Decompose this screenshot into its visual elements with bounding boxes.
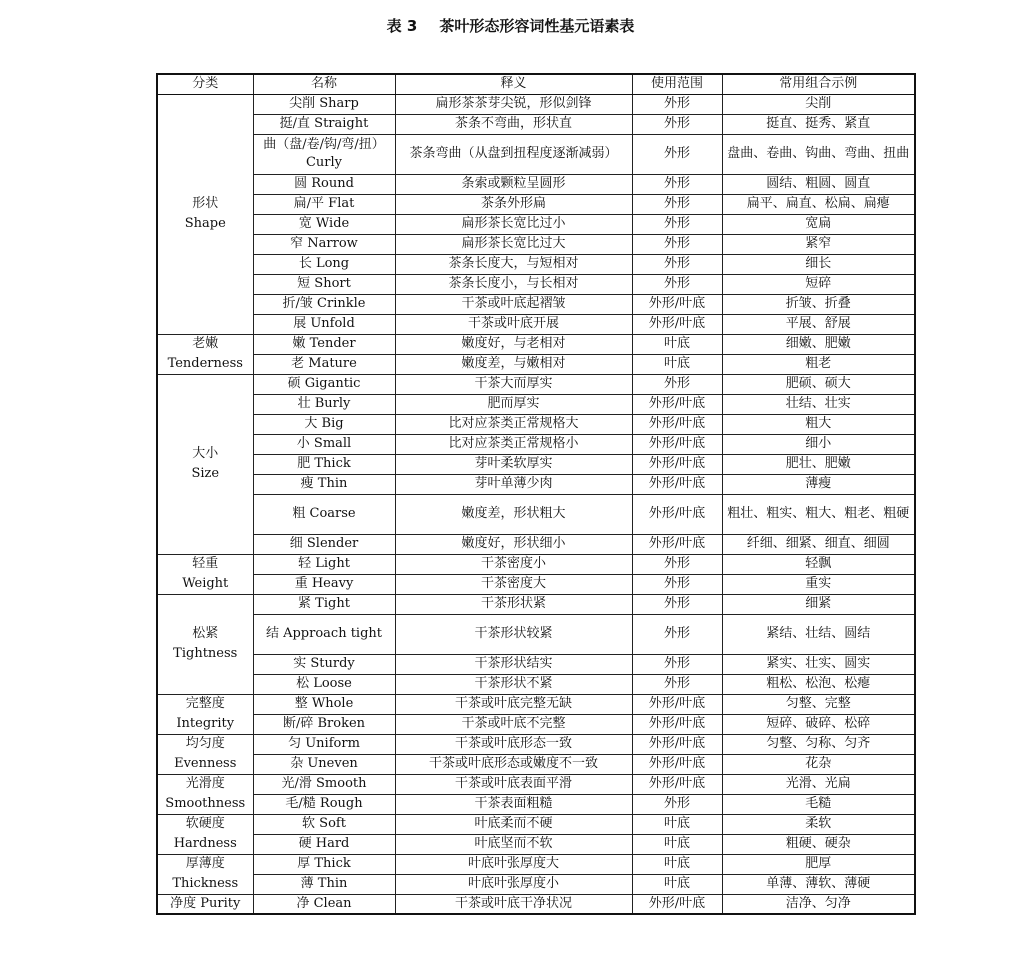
scope-cell: 外形/叶底 — [632, 774, 722, 794]
scope-cell: 外形 — [632, 134, 722, 174]
table-row — [157, 754, 915, 774]
category-zh: 大小 — [192, 446, 219, 461]
table-row — [157, 614, 915, 654]
meaning-cell: 叶底坚而不软 — [395, 834, 632, 854]
scope-cell: 叶底 — [632, 354, 722, 374]
meaning-cell: 干茶表面粗糙 — [395, 794, 632, 814]
name-cell: 实 Sturdy — [253, 654, 395, 674]
table-row — [157, 214, 915, 234]
meaning-cell: 扁形茶长宽比过小 — [395, 214, 632, 234]
examples-cell: 圆结、粗圆、圆直 — [722, 174, 915, 194]
name-cell: 扁/平 Flat — [253, 194, 395, 214]
meaning-cell: 叶底柔而不硬 — [395, 814, 632, 834]
scope-cell: 外形 — [632, 794, 722, 814]
table-row — [157, 334, 915, 354]
table-row — [157, 454, 915, 474]
examples-cell: 短碎 — [722, 274, 915, 294]
scope-cell: 外形 — [632, 114, 722, 134]
scope-cell: 外形/叶底 — [632, 454, 722, 474]
table-row — [157, 674, 915, 694]
meaning-cell: 干茶大而厚实 — [395, 374, 632, 394]
examples-cell: 粗大 — [722, 414, 915, 434]
scope-cell: 外形/叶底 — [632, 694, 722, 714]
meaning-cell: 扁形茶长宽比过大 — [395, 234, 632, 254]
scope-cell: 外形/叶底 — [632, 734, 722, 754]
name-cell: 匀 Uniform — [253, 734, 395, 754]
category-en: Size — [191, 466, 220, 481]
examples-cell: 薄瘦 — [722, 474, 915, 494]
table-row — [157, 474, 915, 494]
examples-cell: 短碎、破碎、松碎 — [722, 714, 915, 734]
table-row — [157, 554, 915, 574]
scope-cell: 外形 — [632, 174, 722, 194]
category-cell — [157, 594, 253, 694]
name-cell: 粗 Coarse — [253, 494, 395, 534]
examples-cell: 粗硬、硬杂 — [722, 834, 915, 854]
meaning-cell: 比对应茶类正常规格大 — [395, 414, 632, 434]
header-examples: 常用组合示例 — [722, 74, 915, 94]
examples-cell: 洁净、匀净 — [722, 894, 915, 914]
table-row — [157, 854, 915, 874]
meaning-cell: 茶条不弯曲，形状直 — [395, 114, 632, 134]
category-cell — [157, 554, 253, 594]
name-cell: 光/滑 Smooth — [253, 774, 395, 794]
category-en: Purity — [200, 895, 241, 911]
table-row — [157, 374, 915, 394]
meaning-cell: 比对应茶类正常规格小 — [395, 434, 632, 454]
name-cell: 整 Whole — [253, 694, 395, 714]
meaning-cell: 芽叶柔软厚实 — [395, 454, 632, 474]
name-cell: 紧 Tight — [253, 594, 395, 614]
meaning-cell: 茶条外形扁 — [395, 194, 632, 214]
examples-cell: 柔软 — [722, 814, 915, 834]
scope-cell: 外形/叶底 — [632, 714, 722, 734]
scope-cell: 外形/叶底 — [632, 894, 722, 914]
name-cell: 厚 Thick — [253, 854, 395, 874]
name-cell: 硕 Gigantic — [253, 374, 395, 394]
name-cell: 宽 Wide — [253, 214, 395, 234]
examples-cell: 扁平、扁直、松扁、扁瘪 — [722, 194, 915, 214]
scope-cell: 外形 — [632, 254, 722, 274]
examples-cell: 细紧 — [722, 594, 915, 614]
examples-cell: 毛糙 — [722, 794, 915, 814]
name-cell: 瘦 Thin — [253, 474, 395, 494]
header-row — [157, 74, 915, 94]
name-cell: 结 Approach tight — [253, 614, 395, 654]
meaning-cell: 干茶密度大 — [395, 574, 632, 594]
scope-cell: 外形/叶底 — [632, 394, 722, 414]
examples-cell: 紧结、壮结、圆结 — [722, 614, 915, 654]
category-zh: 厚薄度 — [185, 856, 225, 871]
name-cell: 小 Small — [253, 434, 395, 454]
table-row — [157, 194, 915, 214]
scope-cell: 外形 — [632, 94, 722, 114]
category-cell — [157, 814, 253, 854]
name-cell: 圆 Round — [253, 174, 395, 194]
examples-cell: 紧窄 — [722, 234, 915, 254]
scope-cell: 外形/叶底 — [632, 494, 722, 534]
meaning-cell: 嫩度好，形状细小 — [395, 534, 632, 554]
examples-cell: 壮结、壮实 — [722, 394, 915, 414]
name-cell: 毛/糙 Rough — [253, 794, 395, 814]
examples-cell: 轻飘 — [722, 554, 915, 574]
examples-cell: 纤细、细紧、细直、细圆 — [722, 534, 915, 554]
table-row — [157, 114, 915, 134]
category-cell — [157, 694, 253, 734]
meaning-cell: 扁形茶茶芽尖锐，形似剑锋 — [395, 94, 632, 114]
name-cell: 薄 Thin — [253, 874, 395, 894]
table-row — [157, 394, 915, 414]
scope-cell: 叶底 — [632, 834, 722, 854]
meaning-cell: 茶条长度大，与短相对 — [395, 254, 632, 274]
examples-cell: 细嫩、肥嫩 — [722, 334, 915, 354]
category-en: Evenness — [174, 756, 237, 771]
category-en: Shape — [184, 216, 226, 231]
examples-cell: 单薄、薄软、薄硬 — [722, 874, 915, 894]
name-cell: 折/皱 Crinkle — [253, 294, 395, 314]
scope-cell: 外形/叶底 — [632, 314, 722, 334]
examples-cell: 平展、舒展 — [722, 314, 915, 334]
table-row — [157, 134, 915, 174]
category-zh: 老嫩 — [192, 336, 219, 351]
header-scope: 使用范围 — [632, 74, 722, 94]
category-en: Tightness — [173, 646, 238, 661]
scope-cell: 外形/叶底 — [632, 294, 722, 314]
table-row — [157, 494, 915, 534]
table-row — [157, 774, 915, 794]
scope-cell: 外形 — [632, 594, 722, 614]
name-cell: 硬 Hard — [253, 834, 395, 854]
scope-cell: 外形 — [632, 274, 722, 294]
name-cell: 尖削 Sharp — [253, 94, 395, 114]
meaning-cell: 茶条长度小，与长相对 — [395, 274, 632, 294]
meaning-cell: 嫩度差，形状粗大 — [395, 494, 632, 534]
examples-cell: 粗壮、粗实、粗大、粗老、粗硬 — [722, 494, 915, 534]
table-row — [157, 414, 915, 434]
name-cell: 展 Unfold — [253, 314, 395, 334]
meaning-cell: 嫩度好，与老相对 — [395, 334, 632, 354]
category-cell — [157, 94, 253, 334]
category-en: Hardness — [173, 836, 237, 851]
examples-cell: 粗老 — [722, 354, 915, 374]
meaning-cell: 肥而厚实 — [395, 394, 632, 414]
examples-cell: 匀整、完整 — [722, 694, 915, 714]
category-cell — [157, 774, 253, 814]
examples-cell: 挺直、挺秀、紧直 — [722, 114, 915, 134]
meaning-cell: 干茶或叶底表面平滑 — [395, 774, 632, 794]
examples-cell: 光滑、光扁 — [722, 774, 915, 794]
meaning-cell: 干茶或叶底开展 — [395, 314, 632, 334]
name-cell: 曲（盘/卷/钩/弯/扭）Curly — [253, 134, 395, 174]
table-row — [157, 654, 915, 674]
scope-cell: 外形/叶底 — [632, 474, 722, 494]
table-row — [157, 734, 915, 754]
table-row — [157, 694, 915, 714]
name-cell: 松 Loose — [253, 674, 395, 694]
name-cell: 老 Mature — [253, 354, 395, 374]
category-zh: 光滑度 — [185, 776, 225, 791]
scope-cell: 外形 — [632, 574, 722, 594]
table-row — [157, 714, 915, 734]
category-en: Tenderness — [167, 356, 243, 371]
category-cell — [157, 334, 253, 374]
meaning-cell: 干茶形状结实 — [395, 654, 632, 674]
name-cell: 杂 Uneven — [253, 754, 395, 774]
table-body — [157, 94, 915, 914]
header-meaning: 释义 — [395, 74, 632, 94]
scope-cell: 叶底 — [632, 854, 722, 874]
table-row — [157, 594, 915, 614]
category-zh: 轻重 — [192, 556, 219, 571]
name-cell: 长 Long — [253, 254, 395, 274]
examples-cell: 粗松、松泡、松瘪 — [722, 674, 915, 694]
scope-cell: 外形/叶底 — [632, 434, 722, 454]
meaning-cell: 干茶形状不紧 — [395, 674, 632, 694]
table-number: 表 3 — [386, 17, 418, 35]
examples-cell: 重实 — [722, 574, 915, 594]
category-zh: 完整度 — [185, 696, 225, 711]
table-row — [157, 234, 915, 254]
name-cell: 轻 Light — [253, 554, 395, 574]
name-cell: 重 Heavy — [253, 574, 395, 594]
category-cell — [157, 734, 253, 774]
category-zh: 形状 — [192, 196, 219, 211]
category-en: Smoothness — [165, 796, 246, 811]
scope-cell: 外形 — [632, 654, 722, 674]
scope-cell: 叶底 — [632, 334, 722, 354]
name-cell: 大 Big — [253, 414, 395, 434]
category-cell — [157, 894, 253, 914]
examples-cell: 肥硕、硕大 — [722, 374, 915, 394]
scope-cell: 外形/叶底 — [632, 534, 722, 554]
category-zh: 均匀度 — [185, 736, 225, 751]
name-cell: 壮 Burly — [253, 394, 395, 414]
meaning-cell: 干茶或叶底形态一致 — [395, 734, 632, 754]
table-row — [157, 274, 915, 294]
examples-cell: 宽扁 — [722, 214, 915, 234]
table-row — [157, 794, 915, 814]
table-row — [157, 174, 915, 194]
meaning-cell: 干茶或叶底不完整 — [395, 714, 632, 734]
table-row — [157, 574, 915, 594]
examples-cell: 肥壮、肥嫩 — [722, 454, 915, 474]
category-zh: 软硬度 — [185, 816, 225, 831]
meaning-cell: 叶底叶张厚度大 — [395, 854, 632, 874]
examples-cell: 细长 — [722, 254, 915, 274]
name-cell: 嫩 Tender — [253, 334, 395, 354]
meaning-cell: 干茶或叶底干净状况 — [395, 894, 632, 914]
category-cell — [157, 854, 253, 894]
category-en: Weight — [182, 576, 229, 591]
scope-cell: 外形/叶底 — [632, 414, 722, 434]
meaning-cell: 干茶形状紧 — [395, 594, 632, 614]
meaning-cell: 干茶形状较紧 — [395, 614, 632, 654]
scope-cell: 外形 — [632, 374, 722, 394]
category-cell — [157, 374, 253, 554]
name-cell: 净 Clean — [253, 894, 395, 914]
examples-cell: 折皱、折叠 — [722, 294, 915, 314]
header-name: 名称 — [253, 74, 395, 94]
name-cell: 断/碎 Broken — [253, 714, 395, 734]
table-row — [157, 534, 915, 554]
meaning-cell: 干茶或叶底完整无缺 — [395, 694, 632, 714]
scope-cell: 外形 — [632, 674, 722, 694]
table-row — [157, 354, 915, 374]
meaning-cell: 芽叶单薄少肉 — [395, 474, 632, 494]
scope-cell: 叶底 — [632, 874, 722, 894]
examples-cell: 匀整、匀称、匀齐 — [722, 734, 915, 754]
name-cell: 细 Slender — [253, 534, 395, 554]
table-row — [157, 254, 915, 274]
scope-cell: 外形 — [632, 614, 722, 654]
table-row — [157, 434, 915, 454]
scope-cell: 外形 — [632, 214, 722, 234]
meaning-cell: 条索或颗粒呈圆形 — [395, 174, 632, 194]
examples-cell: 尖削 — [722, 94, 915, 114]
meaning-cell: 干茶或叶底起褶皱 — [395, 294, 632, 314]
table-row — [157, 814, 915, 834]
table-row — [157, 874, 915, 894]
table-row — [157, 314, 915, 334]
examples-cell: 盘曲、卷曲、钩曲、弯曲、扭曲 — [722, 134, 915, 174]
header-category: 分类 — [157, 74, 253, 94]
meaning-cell: 茶条弯曲（从盘到扭程度逐渐减弱） — [395, 134, 632, 174]
scope-cell: 外形 — [632, 234, 722, 254]
table-row — [157, 94, 915, 114]
table-caption — [0, 15, 1021, 37]
name-cell: 软 Soft — [253, 814, 395, 834]
scope-cell: 外形 — [632, 554, 722, 574]
meaning-cell: 嫩度差，与嫩相对 — [395, 354, 632, 374]
examples-cell: 花杂 — [722, 754, 915, 774]
name-cell: 窄 Narrow — [253, 234, 395, 254]
morpheme-table — [156, 73, 916, 915]
table-header — [157, 74, 915, 94]
examples-cell: 肥厚 — [722, 854, 915, 874]
scope-cell: 外形 — [632, 194, 722, 214]
examples-cell: 细小 — [722, 434, 915, 454]
name-cell: 短 Short — [253, 274, 395, 294]
table-row — [157, 894, 915, 914]
scope-cell: 叶底 — [632, 814, 722, 834]
category-en: Thickness — [172, 876, 239, 891]
category-zh: 净度 — [170, 895, 197, 911]
name-cell: 挺/直 Straight — [253, 114, 395, 134]
category-zh: 松紧 — [192, 626, 219, 641]
scope-cell: 外形/叶底 — [632, 754, 722, 774]
name-cell: 肥 Thick — [253, 454, 395, 474]
category-en: Integrity — [176, 716, 235, 731]
meaning-cell: 叶底叶张厚度小 — [395, 874, 632, 894]
table-row — [157, 294, 915, 314]
table-title: 茶叶形态形容词性基元语素表 — [439, 17, 635, 35]
examples-cell: 紧实、壮实、圆实 — [722, 654, 915, 674]
table-row — [157, 834, 915, 854]
meaning-cell: 干茶密度小 — [395, 554, 632, 574]
meaning-cell: 干茶或叶底形态或嫩度不一致 — [395, 754, 632, 774]
